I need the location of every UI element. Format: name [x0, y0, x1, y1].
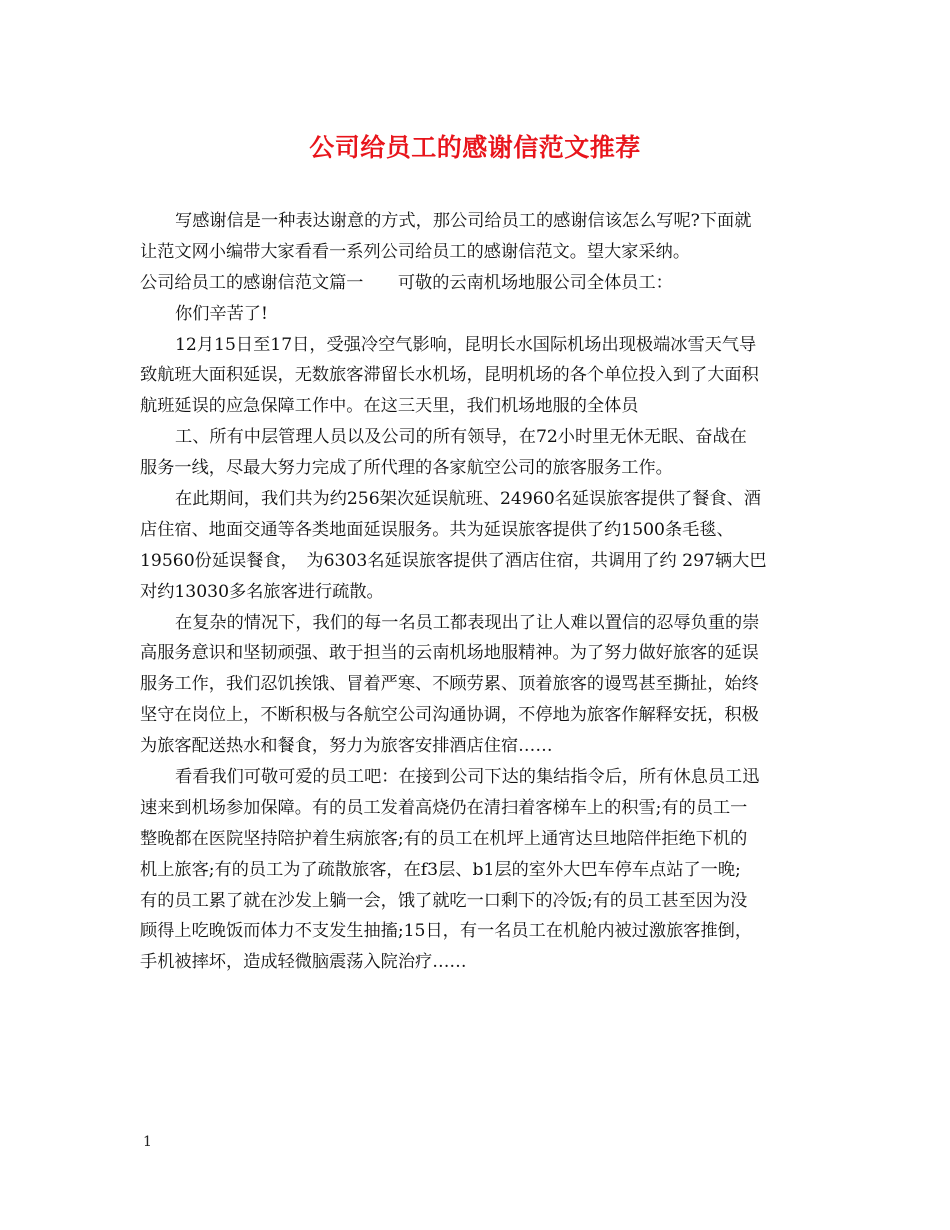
- paragraph-line: 对约13030多名旅客进行疏散。: [140, 581, 384, 602]
- paragraph-line: 致航班大面积延误，无数旅客滞留长水机场，昆明机场的各个单位投入到了大面积: [140, 365, 759, 386]
- paragraph-line: 店住宿、地面交通等各类地面延误服务。共为延误旅客提供了约1500条毛毯、: [140, 519, 734, 540]
- paragraph-line: 在复杂的情况下，我们的每一名员工都表现出了让人难以置信的忍辱负重的崇: [175, 612, 760, 633]
- document-title: 公司给员工的感谢信范文推荐: [309, 133, 641, 162]
- paragraph-line: 写感谢信是一种表达谢意的方式，那公司给员工的感谢信该怎么写呢?下面就: [175, 211, 752, 231]
- paragraph-line: 坚守在岗位上，不断积极与各航空公司沟通协调，不停地为旅客作解释安抚，积极: [140, 705, 759, 726]
- paragraph-line: 服务一线，尽最大努力完成了所代理的各家航空公司的旅客服务工作。: [140, 458, 673, 479]
- paragraph-line: 为旅客配送热水和餐食，努力为旅客安排酒店住宿……: [140, 736, 553, 757]
- paragraph-line: 有的员工累了就在沙发上躺一会，饿了就吃一口剩下的冷饭;有的员工甚至因为没: [140, 890, 748, 911]
- paragraph-line: 机上旅客;有的员工为了疏散旅客，在f3层、b1层的室外大巴车停车点站了一晚;: [140, 859, 741, 880]
- paragraph-line: 19560份延误餐食， 为6303名延误旅客提供了酒店住宿，共调用了约 297辆大巴: [140, 550, 767, 571]
- paragraph-line: 看看我们可敬可爱的员工吧：在接到公司下达的集结指令后，所有休息员工迅: [175, 767, 760, 788]
- section-heading-line: 公司给员工的感谢信范文篇一 可敬的云南机场地服公司全体员工：: [140, 272, 673, 293]
- paragraph-line: 让范文网小编带大家看看一系列公司给员工的感谢信范文。望大家采纳。: [140, 241, 691, 262]
- paragraph-line: 12月15日至17日，受强冷空气影响，昆明长水国际机场出现极端冰雪天气导: [175, 334, 757, 355]
- paragraph-line: 速来到机场参加保障。有的员工发着高烧仍在清扫着客梯车上的积雪;有的员工一: [140, 797, 748, 818]
- paragraph-line: 工、所有中层管理人员以及公司的所有领导，在72小时里无休无眠、奋战在: [175, 427, 747, 448]
- paragraph-line: 整晚都在医院坚持陪护着生病旅客;有的员工在机坪上通宵达旦地陪伴拒绝下机的: [140, 828, 748, 849]
- document-body: [140, 206, 830, 978]
- paragraph-line: 航班延误的应急保障工作中。在这三天里，我们机场地服的全体员: [140, 396, 639, 417]
- paragraph-line: 高服务意识和坚韧顽强、敢于担当的云南机场地服精神。为了努力做好旅客的延误: [140, 643, 759, 664]
- paragraph-line: 服务工作，我们忍饥挨饿、冒着严寒、不顾劳累、顶着旅客的谩骂甚至撕扯，始终: [140, 674, 759, 695]
- paragraph-line: 在此期间，我们共为约256架次延误航班、24960名延误旅客提供了餐食、酒: [175, 489, 761, 510]
- paragraph-line: 顾得上吃晚饭而体力不支发生抽搐;15日，有一名员工在机舱内被过激旅客推倒，: [140, 921, 753, 942]
- paragraph-line: 你们辛苦了!: [175, 303, 268, 324]
- page-number: 1: [143, 1134, 152, 1150]
- paragraph-line: 手机被摔坏，造成轻微脑震荡入院治疗……: [140, 952, 467, 973]
